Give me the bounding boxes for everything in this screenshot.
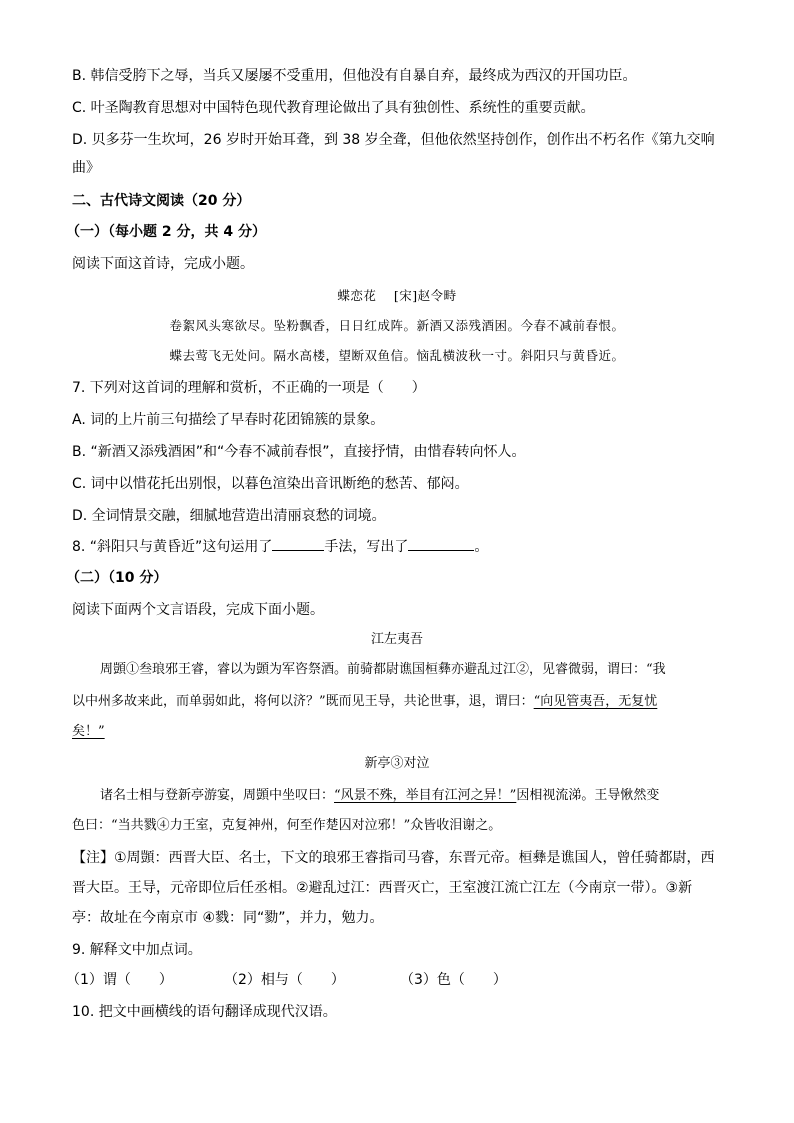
question-7: 7. 下列对这首词的理解和赏析，不正确的一项是（ ）	[72, 380, 426, 396]
poem-line-2: 蝶去莺飞无处问。隔水高楼，望断双鱼信。恼乱横波秋一寸。斜阳只与黄昏近。	[169, 348, 625, 363]
passage2-text-c: 因相视流涕。王导愀然变	[516, 788, 660, 803]
part2-instruction: 阅读下面两个文言语段，完成下面小题。	[72, 602, 324, 618]
poem-line-1: 卷絮风头寒欲尽。坠粉飘香，日日红成阵。新酒又添残酒困。今春不减前春恨。	[169, 318, 625, 333]
question-8	[72, 536, 488, 557]
passage1-line-3: 矣！”	[72, 724, 105, 739]
q8-blank-1[interactable]	[272, 536, 324, 551]
passage2-text-a: 诸名士相与登新亭游宴，周顗中坐叹曰：	[100, 788, 335, 803]
passage2-underlined-sentence: “风景不殊，举目有江河之异！”	[334, 788, 517, 803]
q9-items	[66, 970, 507, 990]
passage2-line-2: 色曰：“当共戮④力王室，克复神州，何至作楚囚对泣邪！”众皆收泪谢之。	[72, 818, 502, 833]
option-d-line2: 曲》	[72, 160, 100, 176]
note-line-2: 晋大臣。王导，元帝即位后任丞相。②避乱过江：西晋灭亡，王室渡江流亡江左（今南京一带）。③新	[72, 880, 693, 896]
q9-item-2: （2）相与（ ）	[224, 972, 345, 988]
part1-heading: （一）（每小题 2 分，共 4 分）	[66, 224, 266, 240]
option-b: B. 韩信受胯下之辱，当兵又屡屡不受重用，但他没有自暴自弃，最终成为西汉的开国功臣。	[72, 68, 637, 84]
passage1-line-2	[72, 692, 657, 712]
note-line-3: 亭：故址在今南京市 ④戮：同“勠”，并力，勉力。	[72, 910, 384, 926]
q7-option-a: A. 词的上片前三句描绘了早春时花团锦簇的景象。	[72, 412, 385, 428]
q7-option-d: D. 全词情景交融，细腻地营造出清丽哀愁的词境。	[72, 508, 386, 524]
passage1-underlined-sentence: “向见管夷吾，无复忧	[533, 694, 658, 709]
q8-text-1: 8. “斜阳只与黄昏近”这句运用了	[72, 539, 273, 555]
q7-option-c: C. 词中以惜花托出别恨，以暮色渲染出音讯断绝的愁苦、郁闷。	[72, 476, 469, 492]
q8-text-3: 。	[474, 539, 489, 555]
part1-instruction: 阅读下面这首诗，完成小题。	[72, 256, 254, 272]
q8-blank-2[interactable]	[408, 536, 474, 551]
q8-text-2: 手法，写出了	[324, 539, 409, 555]
passage1-title: 江左夷吾	[370, 632, 423, 647]
q9-item-1: （1）谓（ ）	[66, 972, 173, 988]
option-d-line1: D. 贝多芬一生坎坷，26 岁时开始耳聋，到 38 岁全聋，但他依然坚持创作，创作出不朽名作《第九交响	[72, 132, 715, 148]
question-10: 10. 把文中画横线的语句翻译成现代汉语。	[72, 1004, 337, 1020]
passage2-line-1	[100, 786, 659, 806]
note-line-1: 【注】①周顗：西晋大臣、名士，下文的琅邪王睿指司马睿，东晋元帝。桓彝是谯国人，曾任骑都尉，西	[72, 850, 715, 866]
part2-heading: （二）（10 分）	[66, 570, 168, 586]
passage1-line-2-text: 以中州多故来此，而单弱如此，将何以济？”既而见王导，共论世事，退，谓曰：	[72, 694, 534, 709]
section-title: 二、古代诗文阅读（20 分）	[72, 193, 251, 209]
poem-title: 蝶恋花 [宋]赵令畤	[337, 288, 457, 303]
passage2-title: 新亭③对泣	[364, 756, 430, 771]
question-9: 9. 解释文中加点词。	[72, 942, 202, 958]
option-c: C. 叶圣陶教育思想对中国特色现代教育理论做出了具有独创性、系统性的重要贡献。	[72, 100, 595, 116]
q7-option-b: B. “新酒又添残酒困”和“今春不减前春恨”，直接抒情，由惜春转向怀人。	[72, 444, 526, 460]
passage1-line-1: 周顗①叁琅邪王睿，睿以为顗为军咨祭酒。前骑都尉谯国桓彝亦避乱过江②，见睿微弱，谓曰：“我	[100, 662, 666, 677]
q9-item-3: （3）色（ ）	[400, 972, 507, 988]
